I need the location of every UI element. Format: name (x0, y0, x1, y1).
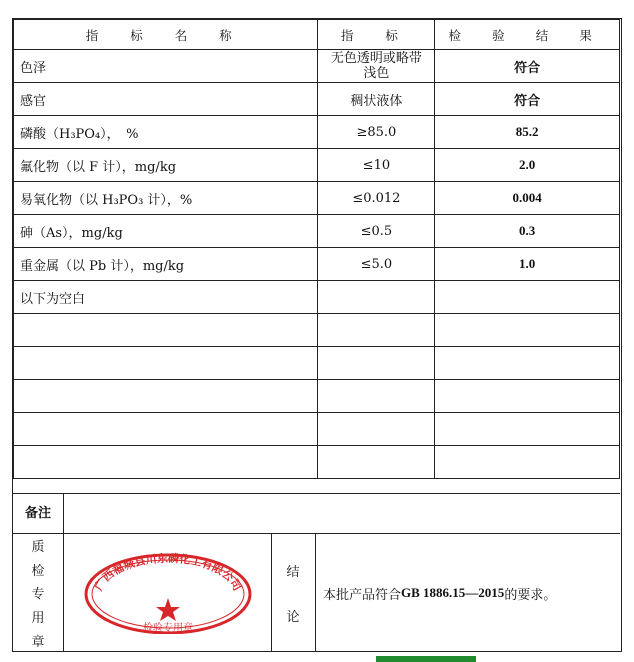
row-result: 85.2 (435, 116, 620, 149)
table-row (14, 50, 620, 83)
row-result (435, 281, 620, 314)
table-row (14, 281, 620, 314)
table-row (14, 248, 620, 281)
row-spec: ≤5.0 (318, 248, 435, 281)
table-row (14, 116, 620, 149)
table-row (14, 182, 620, 215)
row-result: 1.0 (435, 248, 620, 281)
green-bar (376, 656, 476, 662)
inspection-table (13, 19, 620, 479)
header-inspection-result: 检 验 结 果 (435, 20, 620, 50)
row-name: 砷（As），mg/kg (14, 215, 318, 248)
row-name: 感官 (14, 83, 318, 116)
conclusion-label: 结 论 (286, 564, 300, 626)
blank-row (14, 380, 620, 413)
quality-inspection-label: 质 检 专 用 章 (31, 540, 45, 650)
table-row (14, 215, 620, 248)
signature-section (13, 533, 620, 652)
inspection-seal-stamp (83, 552, 253, 634)
blank-row (14, 446, 620, 479)
row-name: 色泽 (14, 50, 318, 83)
star-icon (156, 598, 180, 621)
row-name: 易氧化物（以 H₃PO₃ 计），% (14, 182, 318, 215)
header-indicator-spec: 指 标 (318, 20, 435, 50)
header-indicator-name: 指 标 名 称 (14, 20, 318, 50)
remarks-row (13, 493, 620, 534)
stamp-bottom-text: 检验专用章 (143, 623, 193, 634)
conclusion-text: 本批产品符合 GB 1886.15—2015 的要求。 (323, 585, 557, 603)
row-result: 符合 (435, 50, 620, 83)
row-name: 磷酸（H₃PO₄）， % (14, 116, 318, 149)
inspection-report-sheet (12, 18, 622, 652)
row-spec: ≥85.0 (318, 116, 435, 149)
row-result: 2.0 (435, 149, 620, 182)
table-row (14, 83, 620, 116)
row-spec: ≤0.012 (318, 182, 435, 215)
row-spec: 无色透明或略带浅色 (318, 50, 435, 83)
svg-text:广西福城县川东磷化工有限公司 (91, 552, 244, 593)
table-row (14, 149, 620, 182)
row-name: 以下为空白 (14, 281, 318, 314)
row-spec: ≤0.5 (318, 215, 435, 248)
row-result: 0.3 (435, 215, 620, 248)
table-header-row (14, 20, 620, 50)
blank-row (14, 347, 620, 380)
row-spec (318, 281, 435, 314)
row-result: 0.004 (435, 182, 620, 215)
stamp-arc-text: 广西福城县川东磷化工有限公司 (92, 552, 244, 593)
blank-row (14, 413, 620, 446)
remarks-label: 备注 (13, 494, 64, 534)
row-name: 重金属（以 Pb 计），mg/kg (14, 248, 318, 281)
row-spec: 稠状液体 (318, 83, 435, 116)
divider (63, 534, 64, 652)
row-spec: ≤10 (318, 149, 435, 182)
row-result: 符合 (435, 83, 620, 116)
blank-row (14, 314, 620, 347)
row-name: 氟化物（以 F 计），mg/kg (14, 149, 318, 182)
